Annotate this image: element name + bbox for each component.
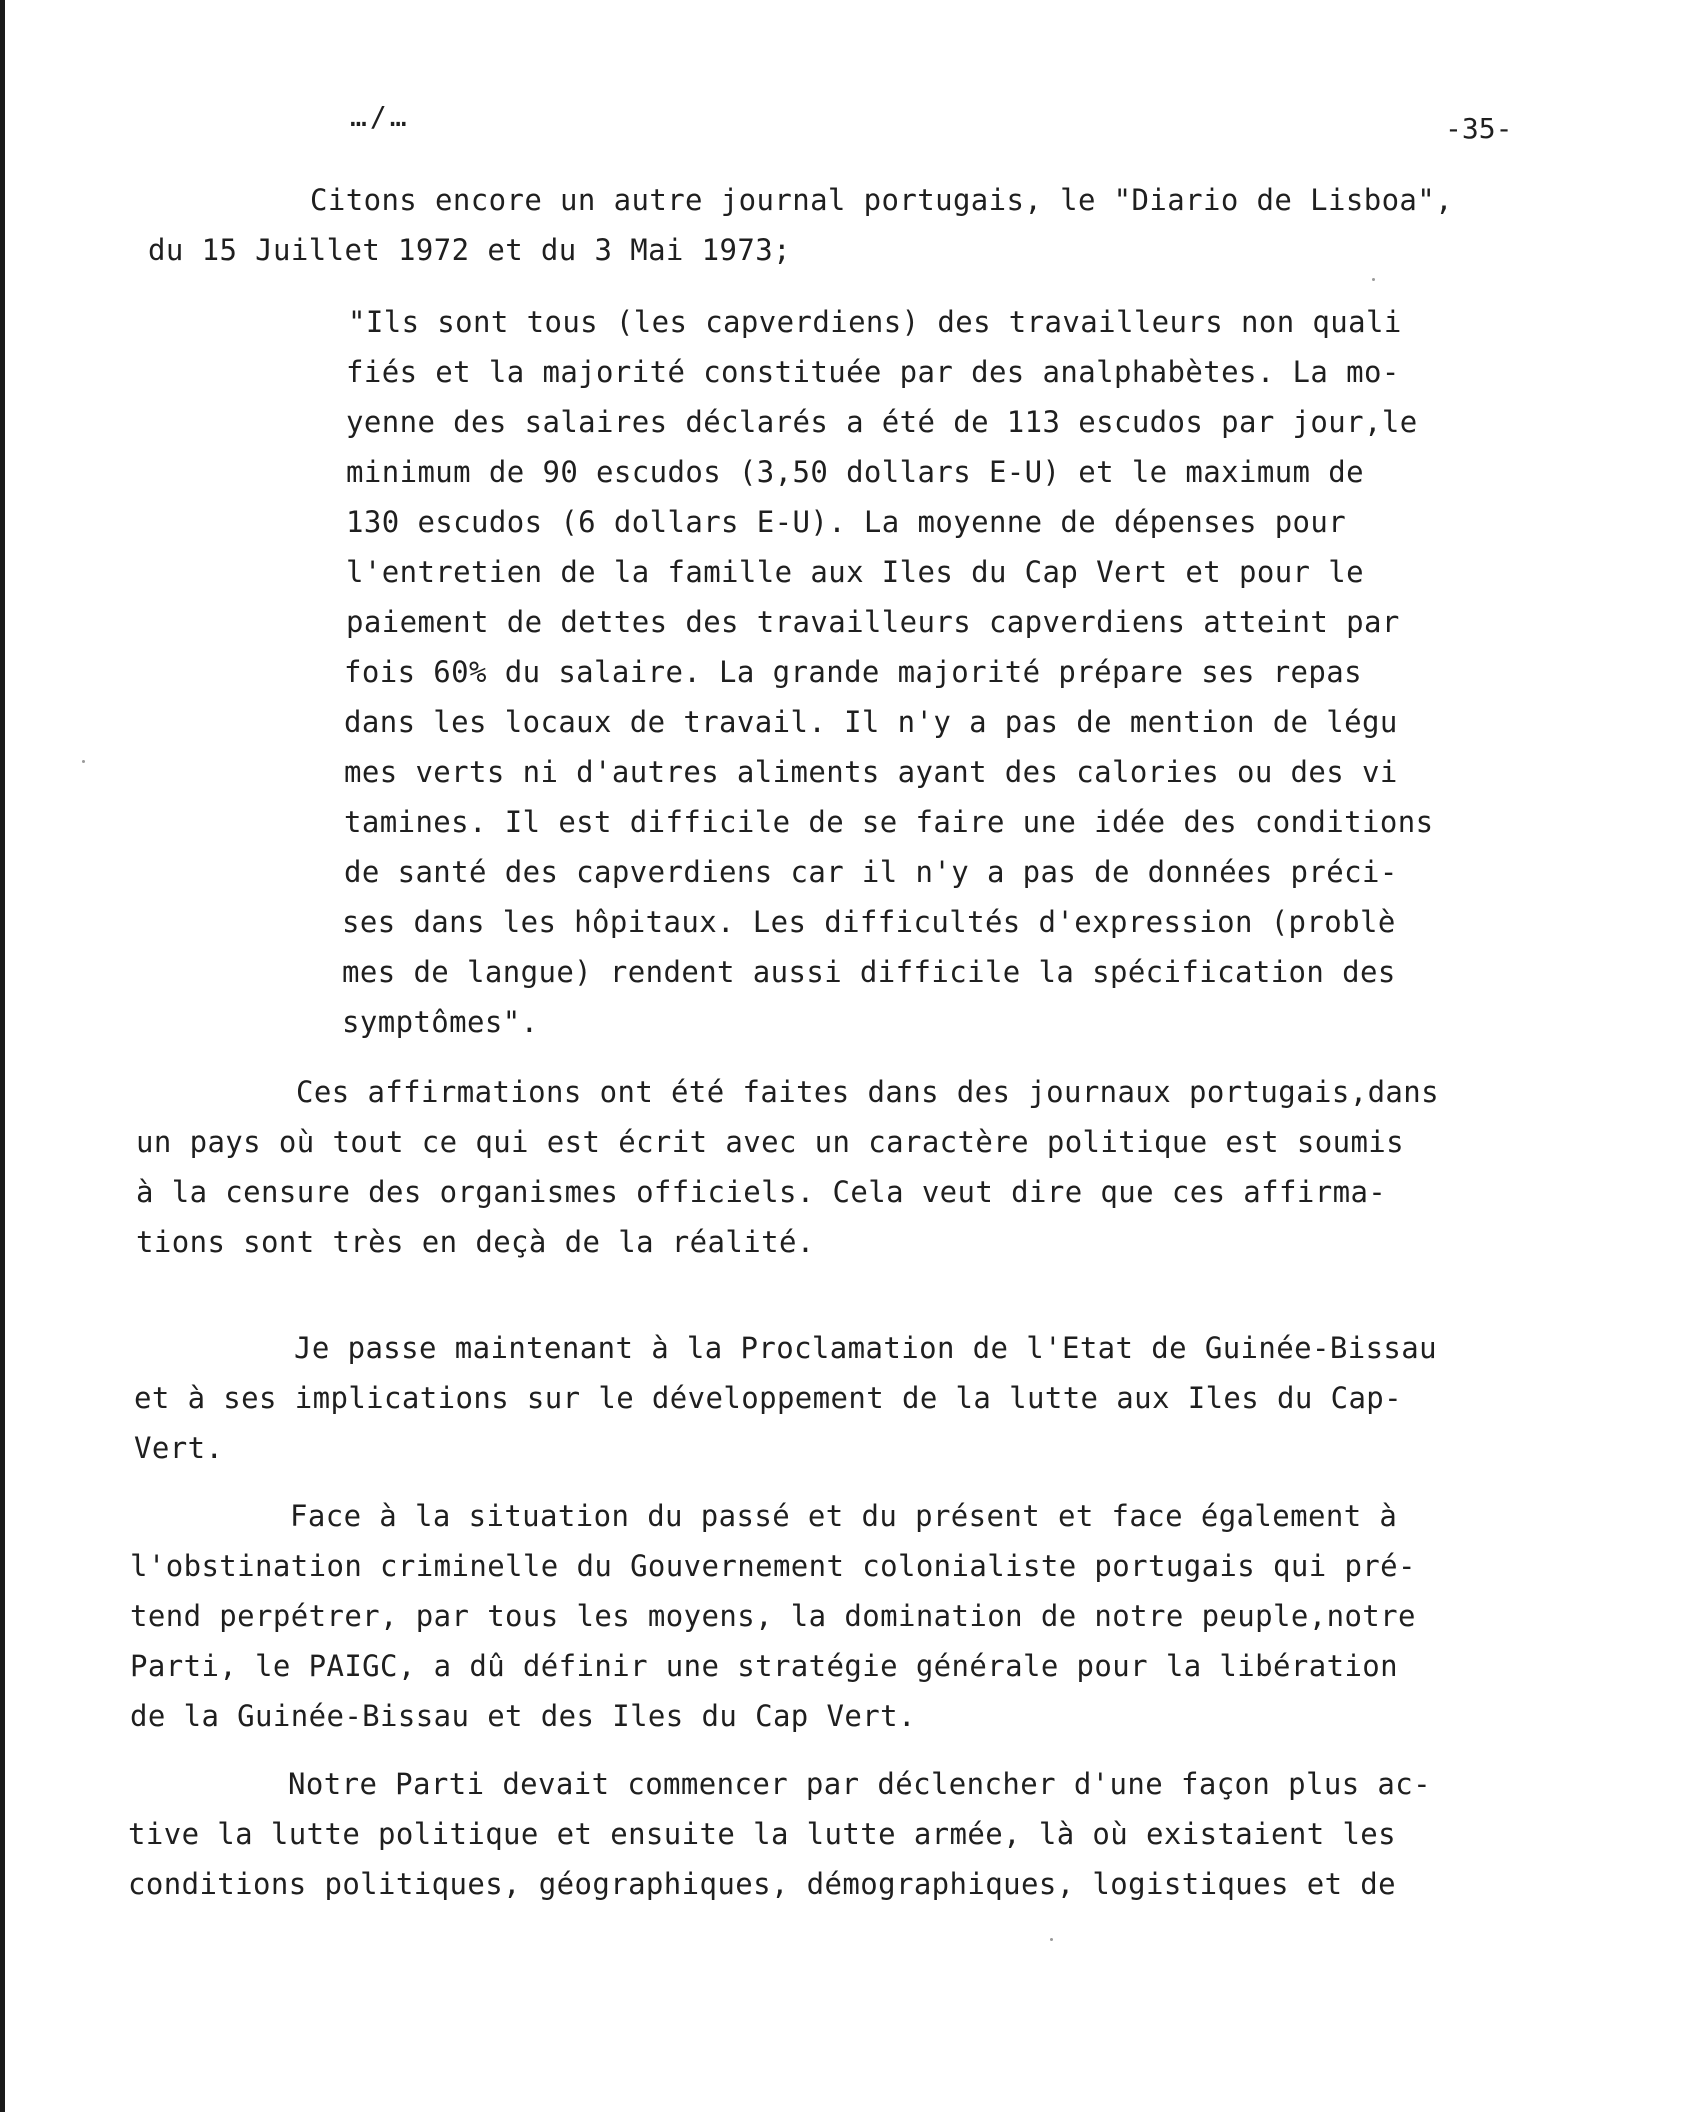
paragraph-line: de la Guinée-Bissau et des Iles du Cap Vert. xyxy=(130,1699,916,1733)
paragraph-line: Je passe maintenant à la Proclamation de l'Etat de Guinée-Bissau xyxy=(294,1331,1438,1365)
paragraph-line: Notre Parti devait commencer par déclencher d'une façon plus ac- xyxy=(288,1767,1432,1801)
quote-line: l'entretien de la famille aux Iles du Cap Vert et pour le xyxy=(346,555,1364,589)
quote-line: symptômes". xyxy=(342,1005,539,1039)
paragraph-line: l'obstination criminelle du Gouvernement colonialiste portugais qui pré- xyxy=(130,1549,1416,1583)
paragraph-line: un pays où tout ce qui est écrit avec un caractère politique est soumis xyxy=(136,1125,1405,1159)
scan-speck xyxy=(1050,1938,1053,1941)
quote-line: 130 escudos (6 dollars E-U). La moyenne de dépenses pour xyxy=(346,505,1347,539)
quote-line: paiement de dettes des travailleurs capverdiens atteint par xyxy=(346,605,1400,639)
paragraph-line: Vert. xyxy=(134,1431,224,1465)
quote-line: tamines. Il est difficile de se faire une idée des conditions xyxy=(344,805,1434,839)
quote-line: mes verts ni d'autres aliments ayant des calories ou des vi xyxy=(344,755,1398,789)
paragraph-line: conditions politiques, géographiques, démographiques, logistiques et de xyxy=(128,1867,1397,1901)
paragraph-line: et à ses implications sur le développement de la lutte aux Iles du Cap- xyxy=(134,1381,1403,1415)
quote-line: mes de langue) rendent aussi difficile la spécification des xyxy=(342,955,1396,989)
paragraph-line: tend perpétrer, par tous les moyens, la domination de notre peuple,notre xyxy=(130,1599,1416,1633)
paragraph-line: tions sont très en deçà de la réalité. xyxy=(136,1225,815,1259)
quote-line: fois 60% du salaire. La grande majorité prépare ses repas xyxy=(344,655,1362,689)
quote-line: fiés et la majorité constituée par des analphabètes. La mo- xyxy=(346,355,1400,389)
page-number: -35- xyxy=(1445,112,1513,145)
quote-line: dans les locaux de travail. Il n'y a pas de mention de légu xyxy=(344,705,1398,739)
paragraph-line: Parti, le PAIGC, a dû définir une stratégie générale pour la libération xyxy=(130,1649,1399,1683)
quote-line: "Ils sont tous (les capverdiens) des travailleurs non quali xyxy=(348,305,1402,339)
continuation-mark: …/… xyxy=(350,100,410,133)
intro-line: Citons encore un autre journal portugais, le "Diario de Lisboa", xyxy=(310,183,1454,217)
quote-line: de santé des capverdiens car il n'y a pas de données préci- xyxy=(344,855,1398,889)
intro-line: du 15 Juillet 1972 et du 3 Mai 1973; xyxy=(148,233,791,267)
paragraph-line: Ces affirmations ont été faites dans des journaux portugais,dans xyxy=(296,1075,1440,1109)
quote-line: minimum de 90 escudos (3,50 dollars E-U) et le maximum de xyxy=(346,455,1364,489)
scan-speck xyxy=(1372,278,1375,281)
quote-line: yenne des salaires déclarés a été de 113 escudos par jour,le xyxy=(346,405,1418,439)
quote-line: ses dans les hôpitaux. Les difficultés d'expression (problè xyxy=(342,905,1396,939)
paragraph-line: Face à la situation du passé et du présent et face également à xyxy=(290,1499,1398,1533)
paragraph-line: à la censure des organismes officiels. Cela veut dire que ces affirma- xyxy=(136,1175,1387,1209)
scan-speck xyxy=(82,760,85,763)
paragraph-line: tive la lutte politique et ensuite la lutte armée, là où existaient les xyxy=(128,1817,1397,1851)
